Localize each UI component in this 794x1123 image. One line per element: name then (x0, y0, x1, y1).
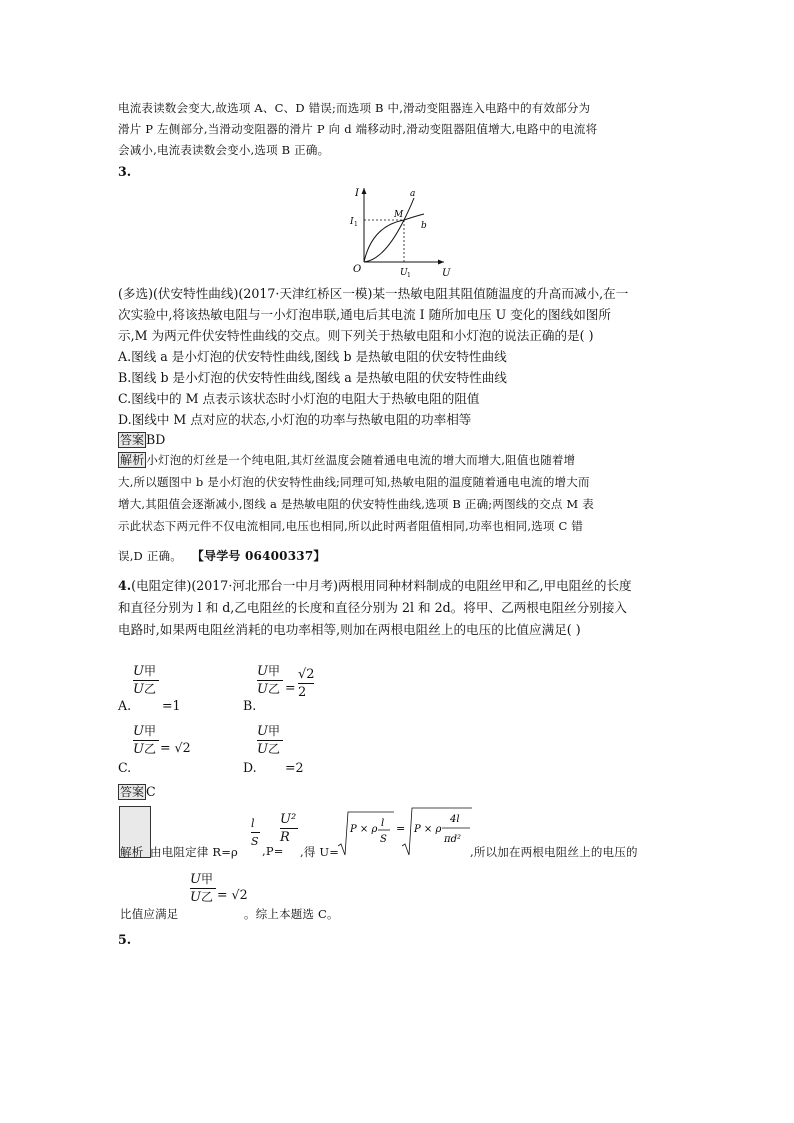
q3-option-c: C.图线中的 M 点表示该状态时小灯泡的电阻大于热敏电阻的阻值 (118, 391, 480, 406)
graph-curve-b-label: b (421, 221, 427, 231)
sqrt-expressions (338, 806, 478, 858)
frac-u2-over-r: U² R (280, 812, 297, 845)
frac-numerator: U (133, 664, 144, 679)
frac-denominator-sub: 乙 (143, 682, 156, 696)
q4-analysis-fraction: U甲 U乙 (190, 872, 216, 905)
q4-stem-text-1: (电阻定律)(2017·河北邢台一中月考)两根用同种材料制成的电阻丝甲和乙,甲电阻丝的长度 (131, 578, 632, 593)
q3-analysis-line-4: 示此状态下两元件不仅电流相同,电压也相同,所以此时两者阻值相同,功率也相同,选项 C 错 (118, 519, 584, 533)
q3-analysis-line-3: 增大,其阻值会逐渐减小,图线 a 是热敏电阻的伏安特性曲线,选项 B 正确;两图线的交点 M 表 (118, 497, 594, 511)
sqrt2-denominator: πd² (444, 834, 461, 845)
q4-answer-row (118, 784, 156, 800)
q3-stem-line-3: 示,M 为两元件伏安特性曲线的交点。则下列关于热敏电阻和小灯泡的说法正确的是( ) (118, 328, 594, 343)
graph-origin-label: O (353, 264, 362, 275)
frac-denominator: U (133, 682, 144, 697)
q4-option-a-value: =1 (162, 698, 181, 713)
graph-u1-label: U (400, 268, 408, 278)
q4-stem-line-3: 电路时,如果两电阻丝消耗的电功率相等,则加在两根电阻丝上的电压的比值应满足( ) (118, 622, 581, 637)
sqrt1-text: P × ρ (350, 824, 378, 835)
analysis-label: 解析 (120, 453, 145, 467)
iv-characteristic-graph (348, 184, 458, 284)
guide-number: 【导学号 06400337】 (191, 549, 326, 563)
sqrt1-numerator: l (381, 818, 385, 829)
frac-denominator-sub: 乙 (267, 742, 280, 756)
q4-option-d-value: =2 (285, 760, 304, 775)
frac-numerator-sub: 甲 (143, 664, 156, 678)
q3-answer-value: BD (146, 432, 166, 447)
q4-option-a-label: A. (118, 698, 132, 713)
q3-analysis-text-1: 小灯泡的灯丝是一个纯电阻,其灯丝温度会随着通电电流的增大而增大,阻值也随着增 (146, 453, 576, 467)
q4-option-d-fraction (257, 724, 283, 757)
i-axis-arrow (362, 188, 367, 194)
q4-analysis-text-c: ,得 U= (300, 845, 340, 859)
graph-curve-a-label: a (410, 189, 416, 199)
curve-a (364, 198, 414, 262)
q4-option-b-rhs (298, 667, 315, 700)
frac-numerator-sub: 甲 (267, 724, 280, 738)
sqrt2-text: P × ρ (414, 824, 442, 835)
frac-denominator-sub: 乙 (143, 742, 156, 756)
q3-stem-line-2: 次实验中,将该热敏电阻与一小灯泡串联,通电后其电流 I 随所加电压 U 变化的图线如图所 (118, 307, 611, 322)
sqrt-two: √2 (298, 667, 315, 682)
sqrt2-numerator: 4l (450, 814, 460, 825)
prev-text-line-3: 会减小,电流表读数会变小,选项 B 正确。 (118, 143, 330, 157)
q3-analysis-line-1 (118, 452, 575, 468)
q3-option-d: D.图线中 M 点对应的状态,小灯泡的功率与热敏电阻的功率相等 (118, 412, 472, 427)
frac-numerator: U (257, 664, 268, 679)
q4-analysis-text-g: 。综上本题选 C。 (244, 907, 339, 921)
q4-option-b-equals: = (285, 680, 296, 695)
q3-analysis-line-5 (118, 548, 326, 564)
q3-analysis-line-2: 大,所以题图中 b 是小灯泡的伏安特性曲线;同理可知,热敏电阻的温度随着通电电流的增大而 (118, 475, 590, 489)
q4-option-a-fraction (133, 664, 159, 697)
frac-denominator-sub: 乙 (267, 682, 280, 696)
prev-text-line-2: 滑片 P 左侧部分,当滑动变阻器的滑片 P 向 d 端移动时,滑动变阻器阻值增大,电路中的电流将 (118, 122, 598, 136)
two: 2 (298, 685, 307, 700)
u-axis-arrow (438, 260, 444, 265)
q4-analysis-text-d: ,所以加在两根电阻丝上的电压的 (470, 845, 638, 859)
q4-stem-line-2: 和直径分别为 l 和 d,乙电阻丝的长度和直径分别为 2l 和 2d。将甲、乙两根电阻丝分别接入 (118, 600, 628, 615)
question-3-number: 3. (118, 164, 132, 179)
q4-analysis-text-e: 比值应满足 (120, 907, 179, 921)
q3-stem-line-1: (多选)(伏安特性曲线)(2017·天津红桥区一模)某一热敏电阻其阻值随温度的升高而减小,在一 (118, 286, 629, 301)
q4-option-b-label: B. (243, 698, 257, 713)
q4-option-c-value: = √2 (160, 740, 191, 755)
q4-option-b-fraction (257, 664, 283, 697)
sqrt1-denominator: S (380, 834, 387, 845)
q4-answer-value: C (146, 784, 156, 799)
q3-option-a: A.图线 a 是小灯泡的伏安特性曲线,图线 b 是热敏电阻的伏安特性曲线 (118, 349, 507, 364)
q3-option-b: B.图线 b 是小灯泡的伏安特性曲线,图线 a 是热敏电阻的伏安特性曲线 (118, 370, 507, 385)
analysis-label: 解析 (120, 845, 144, 859)
frac-l-over-s: l S (251, 817, 259, 848)
graph-point-m-label: M (394, 210, 404, 220)
answer-label: 答案 (120, 433, 145, 447)
sqrt-equals: = (396, 822, 406, 835)
q3-analysis-text-5: 误,D 正确。 (118, 549, 182, 563)
answer-label: 答案 (120, 785, 145, 799)
frac-numerator: U (133, 724, 144, 739)
q4-analysis-text-b: ,P= (262, 844, 284, 858)
question-4-number: 4. (118, 578, 132, 593)
graph-u1-subscript: 1 (407, 272, 411, 279)
question-5-number: 5. (118, 932, 132, 947)
frac-numerator: U (257, 724, 268, 739)
q4-analysis-text-a: 由电阻定律 R=ρ (150, 845, 239, 859)
q3-answer-row (118, 432, 165, 448)
graph-i1-label: I (350, 217, 354, 227)
q4-option-c-fraction (133, 724, 159, 757)
prev-text-line-1: 电流表读数会变大,故选项 A、C、D 错误;而选项 B 中,滑动变阻器连入电路中的有效部分为 (118, 101, 591, 115)
q4-option-d-label: D. (243, 760, 257, 775)
frac-denominator: U (257, 682, 268, 697)
graph-i1-subscript: 1 (354, 221, 358, 228)
frac-numerator-sub: 甲 (143, 724, 156, 738)
q4-option-c-label: C. (118, 760, 132, 775)
graph-i-label: I (355, 188, 359, 199)
frac-denominator: U (133, 742, 144, 757)
graph-u-label: U (442, 268, 451, 279)
q4-analysis-text-f: = √2 (217, 887, 248, 902)
frac-numerator-sub: 甲 (267, 664, 280, 678)
frac-denominator: U (257, 742, 268, 757)
q4-stem-line-1 (118, 578, 632, 594)
